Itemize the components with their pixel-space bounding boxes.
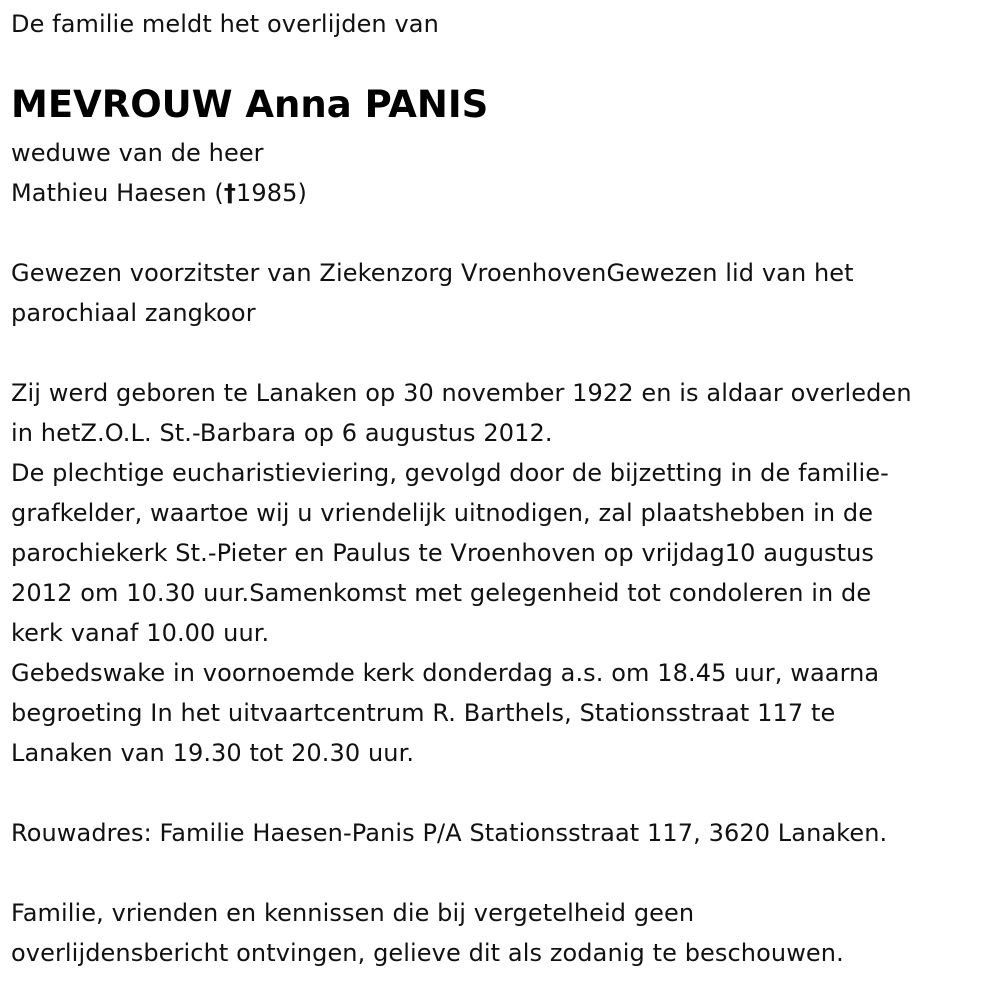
- closing-line: Familie, vrienden en kennissen die bij vergetelheid geen: [11, 899, 695, 927]
- spouse-death-year: 1985): [236, 179, 307, 207]
- details-line: parochiekerk St.-Pieter en Paulus te Vroenhoven op vrijdag10 augustus: [11, 539, 875, 567]
- spouse-line: weduwe van de heer: [11, 139, 264, 167]
- details-line: begroeting In het uitvaartcentrum R. Barthels, Stationsstraat 117 te: [11, 699, 836, 727]
- cross-icon: †: [223, 179, 237, 207]
- deceased-name-heading: MEVROUW Anna PANIS: [11, 83, 489, 126]
- mourning-address: Rouwadres: Familie Haesen-Panis P/A Stationsstraat 117, 3620 Lanaken.: [11, 819, 888, 847]
- closing-line: overlijdensbericht ontvingen, gelieve dit als zodanig te beschouwen.: [11, 939, 844, 967]
- details-line: Lanaken van 19.30 tot 20.30 uur.: [11, 739, 415, 767]
- details-line: Gebedswake in voornoemde kerk donderdag a.s. om 18.45 uur, waarna: [11, 659, 880, 687]
- details-line: in hetZ.O.L. St.-Barbara op 6 augustus 2012.: [11, 419, 553, 447]
- spouse-name-line: [11, 173, 307, 213]
- spouse-name: Mathieu Haesen (: [11, 179, 224, 207]
- details-line: De plechtige eucharistieviering, gevolgd door de bijzetting in de familie-: [11, 459, 889, 487]
- details-line: grafkelder, waartoe wij u vriendelijk uitnodigen, zal plaatshebben in de: [11, 499, 874, 527]
- details-line: Zij werd geboren te Lanaken op 30 november 1922 en is aldaar overleden: [11, 379, 912, 407]
- details-line: 2012 om 10.30 uur.Samenkomst met gelegenheid tot condoleren in de: [11, 579, 872, 607]
- roles-line: Gewezen voorzitster van Ziekenzorg VroenhovenGewezen lid van het: [11, 259, 854, 287]
- details-line: kerk vanaf 10.00 uur.: [11, 619, 270, 647]
- roles-line: parochiaal zangkoor: [11, 299, 256, 327]
- intro-text: De familie meldt het overlijden van: [11, 10, 439, 38]
